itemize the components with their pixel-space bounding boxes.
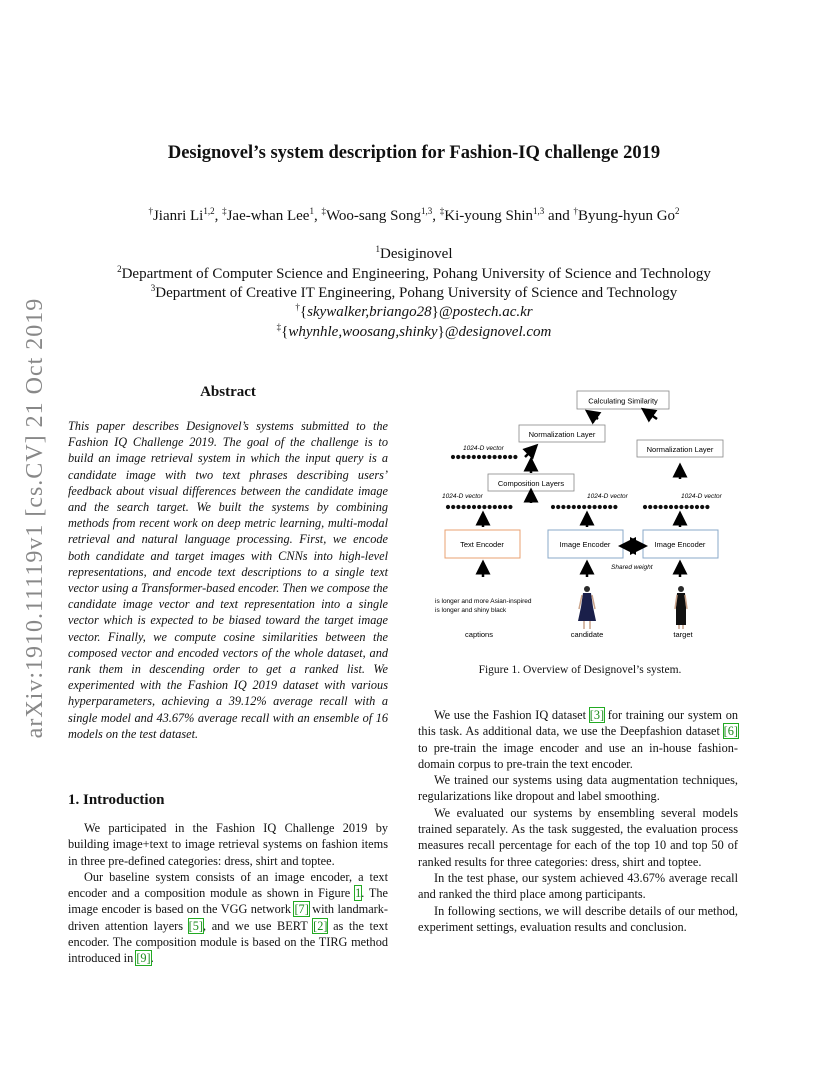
vector-element [477, 455, 481, 459]
vector-element [462, 505, 466, 509]
normalization-layer-left-label: Normalization Layer [528, 430, 596, 439]
author-mark: ‡ [222, 206, 227, 216]
vector-label-candidate: 1024-D vector [587, 493, 628, 500]
figure-1-caption: Figure 1. Overview of Designovel’s system. [478, 664, 682, 676]
vector-element [508, 455, 512, 459]
author-mark: ‡ [439, 206, 445, 216]
vector-label-text: 1024-D vector [442, 493, 483, 500]
text-encoder-label: Text Encoder [460, 540, 504, 549]
citation-7-link[interactable]: [7] [294, 902, 309, 917]
target-vector-dots [643, 505, 710, 509]
vector-element [669, 505, 673, 509]
right-paragraph-1: We use the Fashion IQ dataset [3] for training our system on this task. As additional data, we use the Deepfashion dataset [6] to pre-train the image encoder and use an in-house fashion-domain corpus to pre-train the text encoder. [418, 708, 738, 771]
right-paragraph-5: In following sections, we will describe details of our method, experiment settings, evaluation results and conclusion. [418, 903, 738, 934]
vector-element [467, 505, 471, 509]
author-affiliation-number: 1 [309, 206, 314, 216]
affiliation-3: $^3$Department of Creative IT Engineering, Pohang University of Science and Technology [150, 283, 678, 301]
vector-element [493, 505, 497, 509]
vector-element [572, 505, 576, 509]
system-overview-figure [415, 385, 745, 650]
vector-element [467, 455, 471, 459]
right-paragraph-2: We trained our systems using data augmentation techniques, regularizations like dropout and label smoothing. [418, 773, 738, 804]
vector-element [493, 455, 497, 459]
vector-element [456, 455, 460, 459]
vector-element [613, 505, 617, 509]
shared-weight-label: Shared weight [611, 564, 653, 571]
vector-element [456, 505, 460, 509]
vector-element [700, 505, 704, 509]
target-label: target [673, 630, 693, 639]
candidate-vector-dots [551, 505, 618, 509]
vector-element [551, 505, 555, 509]
composed-vector-dots [451, 455, 518, 459]
intro-paragraph-1: We participated in the Fashion IQ Challenge 2019 by building image+text to image retrieval systems on fashion items in three pre-defined categories: dress, shirt and toptee. [68, 821, 388, 868]
vector-element [608, 505, 612, 509]
email-designovel: ‡{whynhle,woosang,shinky}@designovel.com [276, 322, 552, 340]
author-name: Woo-sang Song [325, 208, 422, 224]
abstract-heading: Abstract [200, 384, 256, 400]
author-mark: † [148, 206, 153, 216]
vector-element [674, 505, 678, 509]
citation-2-link[interactable]: [2] [313, 918, 328, 933]
citation-5-link[interactable]: [5] [188, 918, 203, 933]
vector-element [705, 505, 709, 509]
vector-element [679, 505, 683, 509]
vector-element [690, 505, 694, 509]
vector-element [503, 455, 507, 459]
vector-element [695, 505, 699, 509]
composition-layers-label: Composition Layers [497, 479, 565, 488]
affiliation-1: $^1$Desiginovel [375, 244, 453, 262]
vector-element [556, 505, 560, 509]
vector-element [451, 505, 455, 509]
author-affiliation-number: 1,3 [533, 206, 545, 216]
vector-element [659, 505, 663, 509]
vector-element [461, 455, 465, 459]
figure-1-link[interactable]: 1 [355, 886, 362, 901]
citation-9-link[interactable]: [9] [136, 951, 151, 966]
arrow-target-to-similarity [647, 412, 657, 419]
abstract-text: This paper describes Designovel’s systems submitted to the Fashion IQ Challenge 2019. The goal of the challenge is to build an image retrieval system in which the input query is a candidate image with two text phrases describing users’ feedback about visual differences between the candidate image and the search target. We built the systems by combining methods from recent work on deep metric learning, multi-modal retrieval and natural language processing. First, we encode both candidate and target images with CNNs into high-level representations, and encode text descriptions to a single text vector using a Transformer-based encoder. Then we compose the candidate image vector and text representation into a single vector which is expected to be biased toward the target image vector. Finally, we compute cosine similarities between the composed vector and encoded vectors of the whole dataset, and rank them in descending order to get a ranked list. We experimented with the Fashion IQ 2019 dataset with various hyperparameters, achieving a 39.12% average recall with a single model and 43.67% average recall with an ensemble of 16 models on the test dataset. [68, 419, 388, 741]
introduction-heading: 1. Introduction [68, 792, 165, 808]
vector-element [567, 505, 571, 509]
arrow-norm-to-similarity [591, 414, 598, 419]
vector-element [653, 505, 657, 509]
vector-element [603, 505, 607, 509]
captions-label: captions [465, 630, 493, 639]
author-name: Ki-young Shin [444, 208, 534, 224]
candidate-image [578, 586, 596, 629]
caption-text-line-2: is longer and shiny black [435, 607, 507, 614]
target-image [675, 586, 687, 629]
vector-element [643, 505, 647, 509]
vector-element [664, 505, 668, 509]
vector-element [482, 505, 486, 509]
vector-element [577, 505, 581, 509]
vector-element [513, 455, 517, 459]
arxiv-identifier: arXiv:1910.11119v1 [cs.CV] 21 Oct 2019 [22, 297, 48, 739]
vector-element [508, 505, 512, 509]
author-name: Jae-whan Lee [226, 208, 310, 224]
vector-label-target: 1024-D vector [681, 493, 722, 500]
image-encoder-target-label: Image Encoder [654, 540, 706, 549]
text-vector-dots [446, 505, 513, 509]
vector-element [685, 505, 689, 509]
vector-element [487, 455, 491, 459]
image-encoder-candidate-label: Image Encoder [559, 540, 611, 549]
vector-element [598, 505, 602, 509]
vector-element [587, 505, 591, 509]
vector-element [446, 505, 450, 509]
citation-3-link[interactable]: [3] [589, 708, 605, 722]
vector-element [593, 505, 597, 509]
vector-element [472, 455, 476, 459]
caption-text-line-1: is longer and more Asian-inspired [435, 598, 532, 605]
vector-element [482, 455, 486, 459]
affiliation-2: $^2$Department of Computer Science and Engineering, Pohang University of Science and Technology [117, 264, 711, 282]
vector-label-composed: 1024-D vector [463, 445, 504, 452]
author-name: Byung-hyun Go [577, 208, 676, 224]
calculating-similarity-label: Calculating Similarity [588, 396, 658, 406]
citation-6-link[interactable]: [6] [723, 724, 738, 739]
normalization-layer-right-label: Normalization Layer [646, 445, 714, 454]
introduction-body [68, 820, 388, 967]
author-affiliation-number: 1,3 [421, 206, 433, 216]
right-column-body [418, 707, 738, 935]
intro-paragraph-2: Our baseline system consists of an image encoder, a text encoder and a composition module as shown in Figure 1. The image encoder is based on the VGG network [7] with landmark-driven attention layers [5], and we use BERT [2] as the text encoder. The composition module is based on the TIRG method introduced in [9]. [68, 869, 389, 966]
vector-element [488, 505, 492, 509]
author-mark: † [573, 206, 578, 216]
author-affiliation-number: 1,2 [203, 206, 215, 216]
right-paragraph-4: In the test phase, our system achieved 43.67% average recall and ranked the third place among participants. [418, 870, 738, 902]
vector-element [503, 505, 507, 509]
vector-element [498, 455, 502, 459]
vector-element [472, 505, 476, 509]
vector-element [451, 455, 455, 459]
vector-element [648, 505, 652, 509]
author-mark: ‡ [321, 206, 326, 216]
vector-element [561, 505, 565, 509]
vector-element [477, 505, 481, 509]
paper-title: Designovel’s system description for Fashion-IQ challenge 2019 [167, 143, 661, 163]
candidate-label: candidate [570, 630, 604, 639]
vector-element [498, 505, 502, 509]
vector-element [582, 505, 586, 509]
right-paragraph-3: We evaluated our systems by ensembling several models trained separately. As the task suggested, the evaluation process measures recall percentage for each of the top 10 and top 50 of ranked results for three categories: dress, shirt and toptee. [418, 805, 738, 869]
author-list: †Jianri Li$^{1,2}$, ‡Jae-whan Lee$^1$, ‡Woo-sang Song$^{1,3}$, ‡Ki-young Shin$^{1,3}$ and †Byung-hyun Go$^2$ [148, 206, 680, 224]
author-name: Jianri Li [152, 208, 204, 224]
email-postech: †{skywalker,briango28}@postech.ac.kr [295, 302, 533, 320]
author-affiliation-number: 2 [675, 206, 680, 216]
